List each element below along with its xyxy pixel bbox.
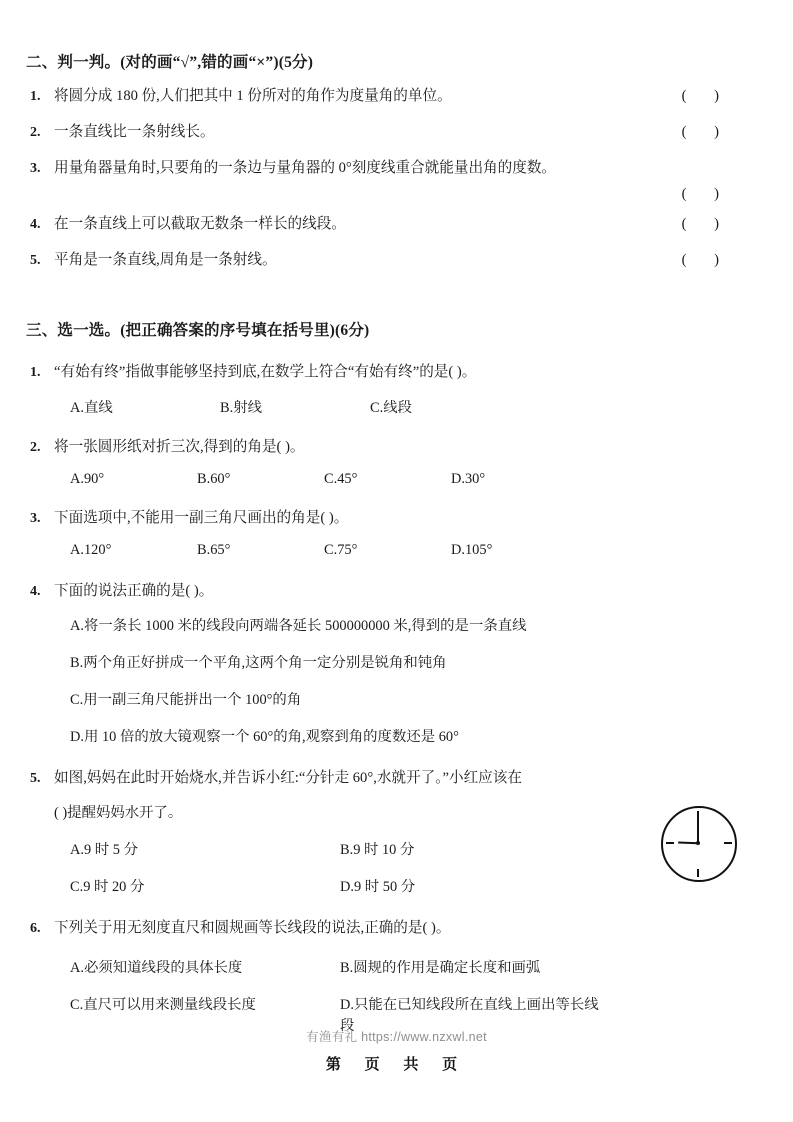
answer-blank[interactable]: ( ) xyxy=(681,215,731,232)
question-text: “有始有终”指做事能够坚持到底,在数学上符合“有始有终”的是( )。 xyxy=(54,364,477,380)
option-b[interactable]: B.两个角正好拼成一个平角,这两个角一定分别是锐角和钝角 xyxy=(70,654,447,671)
option-a[interactable]: A.将一条长 1000 米的线段向两端各延长 500000000 米,得到的是一条直线 xyxy=(70,617,527,634)
option-b[interactable]: B.9 时 10 分 xyxy=(340,842,415,859)
option-d[interactable]: D.30° xyxy=(451,470,486,487)
page-number: 第 页 共 页 xyxy=(325,1057,468,1073)
option-b[interactable]: B.60° xyxy=(197,470,231,487)
option-a[interactable]: A.9 时 5 分 xyxy=(70,842,138,859)
option-row xyxy=(0,956,793,977)
option-d[interactable]: D.用 10 倍的放大镜观察一个 60°的角,观察到角的度数还是 60° xyxy=(70,728,459,745)
question-item xyxy=(0,918,793,940)
option-a[interactable]: A.90° xyxy=(70,470,105,487)
question-item xyxy=(0,437,793,459)
option-c[interactable]: C.9 时 20 分 xyxy=(70,879,145,896)
question-text: 如图,妈妈在此时开始烧水,并告诉小红:“分针走 60°,水就开了。”小红应该在 xyxy=(54,769,522,786)
clock-figure xyxy=(661,806,735,880)
question-item xyxy=(0,214,793,236)
option-b[interactable]: B.射线 xyxy=(220,399,262,416)
question-text: 在一条直线上可以截取无数条一样长的线段。 xyxy=(54,215,346,232)
question-item xyxy=(0,362,793,384)
question-number: 3. xyxy=(30,160,41,176)
question-number: 2. xyxy=(30,439,41,455)
question-text: 下列关于用无刻度直尺和圆规画等长线段的说法,正确的是( )。 xyxy=(54,920,451,937)
question-text: 将一张圆形纸对折三次,得到的角是( )。 xyxy=(54,438,305,455)
question-text: 平角是一条直线,周角是一条射线。 xyxy=(54,251,277,268)
option-c[interactable]: C.线段 xyxy=(370,399,412,416)
question-item xyxy=(0,508,793,530)
clock-hour-hand-icon xyxy=(678,841,698,844)
section-heading: 二、判一判。(对的画“√”,错的画“×”)(5分) xyxy=(26,54,314,71)
question-number: 4. xyxy=(30,583,41,599)
option-row xyxy=(0,396,793,417)
option-c[interactable]: C.75° xyxy=(324,541,358,558)
option-a[interactable]: A.120° xyxy=(70,541,112,558)
clock-pivot-icon xyxy=(696,841,700,845)
option-d[interactable]: D.105° xyxy=(451,541,493,558)
option-c[interactable]: C.45° xyxy=(324,470,358,487)
section-true-false xyxy=(0,50,793,271)
question-number: 5. xyxy=(30,252,41,268)
answer-blank[interactable]: ( ) xyxy=(681,88,731,104)
option-a[interactable]: A.直线 xyxy=(70,399,113,416)
question-item xyxy=(0,768,793,790)
option-d[interactable]: D.只能在已知线段所在直线上画出等长线段 xyxy=(340,997,599,1035)
question-number: 1. xyxy=(30,89,41,104)
question-number: 2. xyxy=(30,124,41,140)
option-row xyxy=(0,542,793,559)
question-number: 5. xyxy=(30,770,41,786)
question-number: 1. xyxy=(30,365,41,380)
clock-face xyxy=(661,806,737,882)
answer-blank[interactable]: ( ) xyxy=(681,185,731,202)
question-text-continued: ( )提醒妈妈水开了。 xyxy=(54,805,183,822)
page-footer xyxy=(0,1027,793,1074)
option-b[interactable]: B.65° xyxy=(197,541,231,558)
question-number: 3. xyxy=(30,510,41,526)
question-text: 将圆分成 180 份,人们把其中 1 份所对的角作为度量角的单位。 xyxy=(54,88,452,104)
watermark-text: 有渔有礼 https://www.nzxwl.net xyxy=(306,1030,487,1044)
clock-tick-9-icon xyxy=(666,842,674,844)
answer-blank-line xyxy=(54,180,793,200)
question-item xyxy=(0,158,793,200)
option-c[interactable]: C.用一副三角尺能拼出一个 100°的角 xyxy=(70,691,302,708)
question-number: 6. xyxy=(30,921,41,937)
answer-blank[interactable]: ( ) xyxy=(681,251,731,268)
question-text: 下面选项中,不能用一副三角尺画出的角是( )。 xyxy=(54,509,349,526)
question-number: 4. xyxy=(30,216,41,232)
section-heading: 三、选一选。(把正确答案的序号填在括号里)(6分) xyxy=(26,322,370,339)
option-b[interactable]: B.圆规的作用是确定长度和画弧 xyxy=(340,960,541,977)
option-a[interactable]: A.必须知道线段的具体长度 xyxy=(70,960,243,977)
option-row xyxy=(0,471,793,488)
answer-blank[interactable]: ( ) xyxy=(681,123,731,140)
question-item xyxy=(0,581,793,603)
option-c[interactable]: C.直尺可以用来测量线段长度 xyxy=(70,997,256,1014)
question-item xyxy=(0,250,793,272)
clock-tick-3-icon xyxy=(724,842,732,844)
question-item xyxy=(0,86,793,108)
section-multiple-choice xyxy=(0,318,793,1035)
option-d[interactable]: D.9 时 50 分 xyxy=(340,879,416,896)
question-text: 下面的说法正确的是( )。 xyxy=(54,582,214,599)
question-item xyxy=(0,122,793,144)
clock-minute-hand-icon xyxy=(697,816,699,843)
question-text: 一条直线比一条射线长。 xyxy=(54,123,215,140)
question-text: 用量角器量角时,只要角的一条边与量角器的 0°刻度线重合就能量出角的度数。 xyxy=(54,159,557,176)
clock-tick-6-icon xyxy=(697,869,699,877)
